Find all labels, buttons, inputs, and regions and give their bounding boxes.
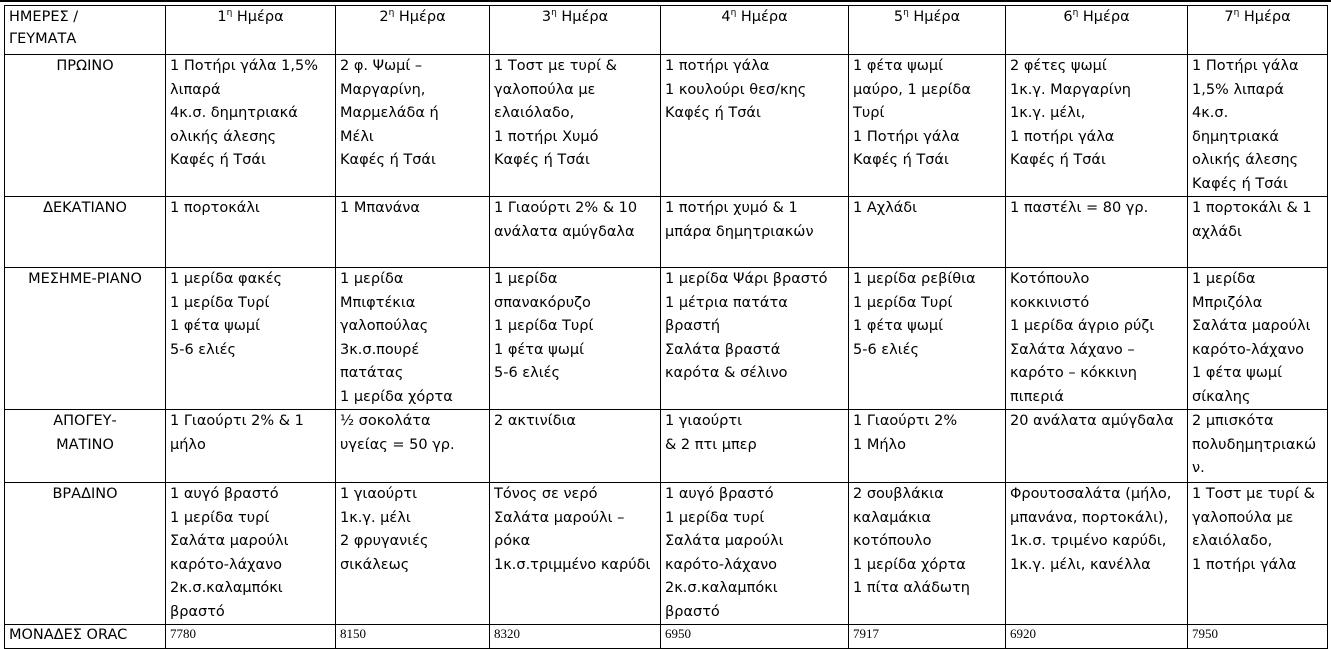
meal-row-dinner xyxy=(5,483,1328,625)
meal-cell: 1 γιαούρτι & 2 πτι μπερ xyxy=(661,410,849,483)
day-header: $4^\eta$ Ημέρα xyxy=(661,6,849,55)
meal-plan-table xyxy=(4,5,1328,649)
meal-cell: 1 μερίδα Μπριζόλα Σαλάτα μαρούλι καρότο-λάχανο 1 φέτα ψωμί σίκαλης xyxy=(1188,268,1328,410)
meal-cell: 1 φέτα ψωμί μαύρο, 1 μερίδα Τυρί 1 Ποτήρι γάλα Καφές ή Τσάι xyxy=(849,55,1006,197)
meal-label: ΑΠΟΓΕΥ- ΜΑΤΙΝΟ xyxy=(5,410,166,483)
meal-row-lunch xyxy=(5,268,1328,410)
top-rule xyxy=(0,0,1331,2)
day-header: $7^\eta$ Ημέρα xyxy=(1188,6,1328,55)
meal-cell: 2 μπισκότα πολυδημητριακώ ν. xyxy=(1188,410,1328,483)
meal-cell: Φρουτοσαλάτα (μήλο, μπανάνα, πορτοκάλι), 1κ.σ. τριμένο καρύδι, 1κ.γ. μέλι, κανέλλα xyxy=(1006,483,1188,625)
meal-cell: 1 Γιαούρτι 2% & 10 ανάλατα αμύγδαλα xyxy=(490,197,661,268)
orac-row xyxy=(5,625,1328,649)
meal-cell: 1 πορτοκάλι xyxy=(166,197,336,268)
orac-value: 7917 xyxy=(849,625,1006,649)
orac-value: 7780 xyxy=(166,625,336,649)
meal-cell: 1 μερίδα φακές 1 μερίδα Τυρί 1 φέτα ψωμί 5-6 ελιές xyxy=(166,268,336,410)
meal-cell: 2 ακτινίδια xyxy=(490,410,661,483)
meal-label: ΒΡΑΔΙΝΟ xyxy=(5,483,166,625)
header-row xyxy=(5,6,1328,55)
meal-cell: 1 αυγό βραστό 1 μερίδα τυρί Σαλάτα μαρούλι καρότο-λάχανο 2κ.σ.καλαμπόκι βραστό xyxy=(166,483,336,625)
meal-cell: 1 παστέλι = 80 γρ. xyxy=(1006,197,1188,268)
day-header: $2^\eta$ Ημέρα xyxy=(336,6,490,55)
meal-cell: 1 ποτήρι γάλα 1 κουλούρι θεσ/κης Καφές ή Τσάι xyxy=(661,55,849,197)
meal-cell: 2 φέτες ψωμί 1κ.γ. Μαργαρίνη 1κ.γ. μέλι, 1 ποτήρι γάλα Καφές ή Τσάι xyxy=(1006,55,1188,197)
day-header: $3^\eta$ Ημέρα xyxy=(490,6,661,55)
orac-value: 7950 xyxy=(1188,625,1328,649)
meal-cell: 2 φ. Ψωμί – Μαργαρίνη, Μαρμελάδα ή Μέλι Καφές ή Τσάι xyxy=(336,55,490,197)
day-header: $6^\eta$ Ημέρα xyxy=(1006,6,1188,55)
meal-row-snack-morning xyxy=(5,197,1328,268)
orac-value: 6920 xyxy=(1006,625,1188,649)
meal-cell: Κοτόπουλο κοκκινιστό 1 μερίδα άγριο ρύζι Σαλάτα λάχανο – καρότο – κόκκινη πιπεριά xyxy=(1006,268,1188,410)
meal-cell: 1 μερίδα Μπιφτέκια γαλοπούλας 3κ.σ.πουρέ πατάτας 1 μερίδα χόρτα xyxy=(336,268,490,410)
meal-cell: 1 Τοστ με τυρί & γαλοπούλα με ελαιόλαδο, 1 ποτήρι Χυμό Καφές ή Τσάι xyxy=(490,55,661,197)
meal-row-snack-afternoon xyxy=(5,410,1328,483)
meal-cell: 1 μερίδα ρεβίθια 1 μερίδα Τυρί 1 φέτα ψωμί 5-6 ελιές xyxy=(849,268,1006,410)
meal-cell: 1 γιαούρτι 1κ.γ. μέλι 2 φρυγανιές σικάλεως xyxy=(336,483,490,625)
day-header: $5^\eta$ Ημέρα xyxy=(849,6,1006,55)
meal-cell: 1 Γιαούρτι 2% 1 Μήλο xyxy=(849,410,1006,483)
meal-cell: ½ σοκολάτα υγείας = 50 γρ. xyxy=(336,410,490,483)
meal-cell: Τόνος σε νερό Σαλάτα μαρούλι – ρόκα 1κ.σ.τριμμένο καρύδι xyxy=(490,483,661,625)
meal-label: ΠΡΩΙΝΟ xyxy=(5,55,166,197)
meal-cell: 20 ανάλατα αμύγδαλα xyxy=(1006,410,1188,483)
meal-cell: 1 αυγό βραστό 1 μερίδα τυρί Σαλάτα μαρούλι καρότο-λάχανο 2κ.σ.καλαμπόκι βραστό xyxy=(661,483,849,625)
orac-value: 8150 xyxy=(336,625,490,649)
meal-cell: 1 μερίδα σπανακόρυζο 1 μερίδα Τυρί 1 φέτα ψωμί 5-6 ελιές xyxy=(490,268,661,410)
meal-label: ΜΕΣΗΜΕ-ΡΙΑΝΟ xyxy=(5,268,166,410)
meal-cell: 1 Γιαούρτι 2% & 1 μήλο xyxy=(166,410,336,483)
orac-value: 8320 xyxy=(490,625,661,649)
day-header: $1^\eta$ Ημέρα xyxy=(166,6,336,55)
meal-cell: 2 σουβλάκια καλαμάκια κοτόπουλο 1 μερίδα χόρτα 1 πίτα αλάδωτη xyxy=(849,483,1006,625)
meal-cell: 1 Μπανάνα xyxy=(336,197,490,268)
meal-cell: 1 Τοστ με τυρί & γαλοπούλα με ελαιόλαδο, 1 ποτήρι γάλα xyxy=(1188,483,1328,625)
meal-cell: 1 Ποτήρι γάλα 1,5% λιπαρά 4κ.σ. δημητριακά ολικής άλεσης Καφές ή Τσάι xyxy=(1188,55,1328,197)
meal-cell: 1 ποτήρι χυμό & 1 μπάρα δημητριακών xyxy=(661,197,849,268)
meal-cell: 1 μερίδα Ψάρι βραστό 1 μέτρια πατάτα βραστή Σαλάτα βραστά καρότα & σέλινο xyxy=(661,268,849,410)
meal-row-breakfast xyxy=(5,55,1328,197)
corner-label: ΗΜΕΡΕΣ / ΓΕΥΜΑΤΑ xyxy=(5,6,166,55)
orac-label: ΜΟΝΑΔΕΣ ORAC xyxy=(5,625,166,649)
meal-cell: 1 Αχλάδι xyxy=(849,197,1006,268)
meal-cell: 1 Ποτήρι γάλα 1,5% λιπαρά 4κ.σ. δημητριακά ολικής άλεσης Καφές ή Τσάι xyxy=(166,55,336,197)
meal-cell: 1 πορτοκάλι & 1 αχλάδι xyxy=(1188,197,1328,268)
orac-value: 6950 xyxy=(661,625,849,649)
meal-label: ΔΕΚΑΤΙΑΝΟ xyxy=(5,197,166,268)
